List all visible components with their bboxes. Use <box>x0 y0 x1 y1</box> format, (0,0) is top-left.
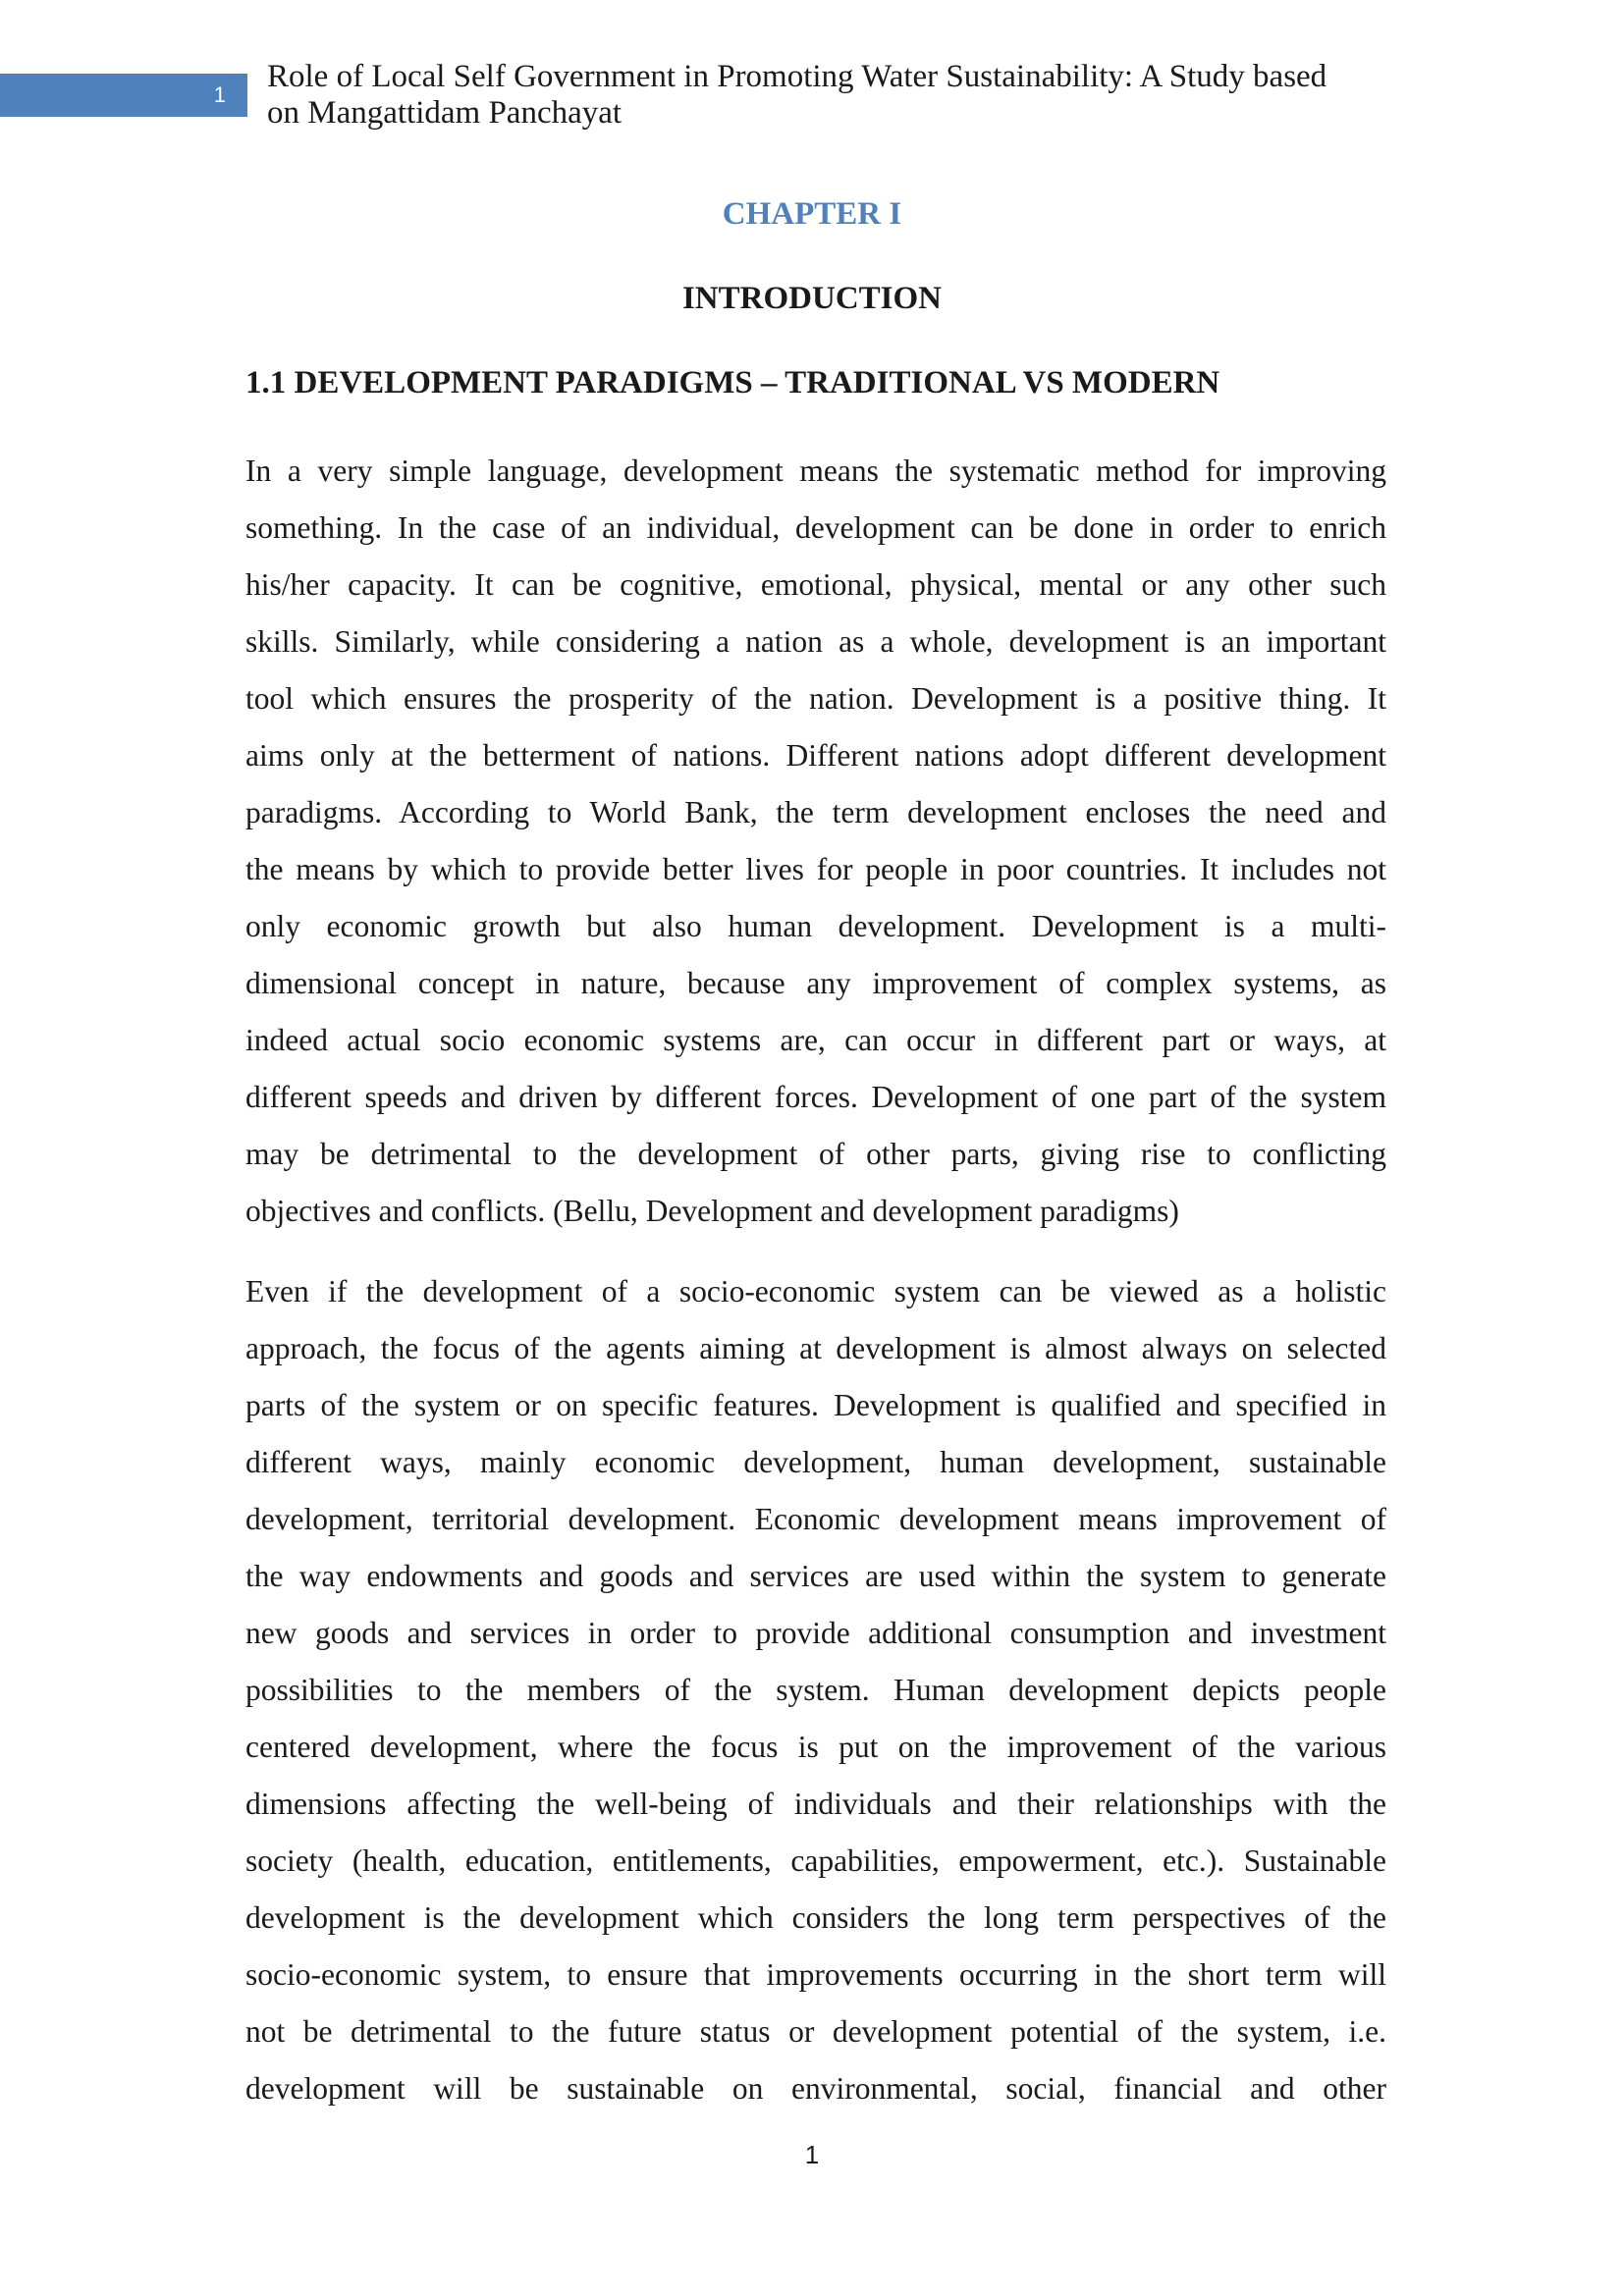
paragraph-line: dimensions affecting the well-being of individuals and their relationships with the <box>245 1787 1386 1821</box>
paragraph-line: possibilities to the members of the system. Human development depicts people <box>245 1673 1386 1707</box>
paragraph-line: development, territorial development. Economic development means improvement of <box>245 1502 1386 1536</box>
paragraph-line: development will be sustainable on environmental, social, financial and other <box>245 2071 1386 2106</box>
paragraph-line: tool which ensures the prosperity of the nation. Development is a positive thing. It <box>245 681 1386 716</box>
running-header-line-2: on Mangattidam Panchayat <box>267 95 623 131</box>
paragraph-line: the means by which to provide better lives for people in poor countries. It includes not <box>245 852 1386 886</box>
body-paragraph-1 <box>245 443 1386 1240</box>
chapter-title: INTRODUCTION <box>681 281 943 316</box>
header-page-number-bar <box>0 74 247 117</box>
paragraph-line: objectives and conflicts. (Bellu, Development and development paradigms) <box>245 1194 1179 1228</box>
paragraph-line: the way endowments and goods and services are used within the system to generate <box>245 1559 1386 1593</box>
paragraph-line: dimensional concept in nature, because any improvement of complex systems, as <box>245 966 1386 1000</box>
paragraph-line: society (health, education, entitlements, capabilities, empowerment, etc.). Sustainable <box>245 1843 1386 1878</box>
paragraph-line: skills. Similarly, while considering a nation as a whole, development is an important <box>245 624 1386 659</box>
paragraph-line: indeed actual socio economic systems are, can occur in different part or ways, at <box>245 1023 1386 1057</box>
header-page-number: 1 <box>213 82 226 107</box>
paragraph-line: paradigms. According to World Bank, the term development encloses the need and <box>245 795 1386 829</box>
paragraph-line: different speeds and driven by different forces. Development of one part of the system <box>245 1080 1386 1114</box>
paragraph-line: In a very simple language, development means the systematic method for improving <box>245 454 1386 488</box>
paragraph-line: development is the development which considers the long term perspectives of the <box>245 1900 1386 1935</box>
section-heading: 1.1 DEVELOPMENT PARADIGMS – TRADITIONAL VS MODERN <box>245 365 1220 400</box>
paragraph-line: parts of the system or on specific features. Development is qualified and specified in <box>245 1388 1386 1422</box>
body-paragraph-2 <box>245 1263 1386 2117</box>
footer-page-number: 1 <box>804 2140 820 2169</box>
paragraph-line: socio-economic system, to ensure that improvements occurring in the short term will <box>245 1957 1386 1992</box>
running-header-title <box>267 59 1426 132</box>
paragraph-line: approach, the focus of the agents aiming at development is almost always on selected <box>245 1331 1386 1365</box>
chapter-label: CHAPTER I <box>722 196 902 232</box>
paragraph-line: not be detrimental to the future status or development potential of the system, i.e. <box>245 2014 1386 2049</box>
paragraph-line: only economic growth but also human development. Development is a multi- <box>245 909 1386 943</box>
paragraph-line: something. In the case of an individual, development can be done in order to enrich <box>245 510 1386 545</box>
running-header-line-1: Role of Local Self Government in Promoting Water Sustainability: A Study based <box>267 59 1327 94</box>
paragraph-line: aims only at the betterment of nations. Different nations adopt different development <box>245 738 1386 773</box>
paragraph-line: may be detrimental to the development of other parts, giving rise to conflicting <box>245 1137 1386 1171</box>
paragraph-line: new goods and services in order to provide additional consumption and investment <box>245 1616 1386 1650</box>
paragraph-line: his/her capacity. It can be cognitive, emotional, physical, mental or any other such <box>245 567 1386 602</box>
paragraph-line: Even if the development of a socio-economic system can be viewed as a holistic <box>245 1274 1386 1308</box>
paragraph-line: different ways, mainly economic development, human development, sustainable <box>245 1445 1386 1479</box>
paragraph-line: centered development, where the focus is put on the improvement of the various <box>245 1730 1386 1764</box>
